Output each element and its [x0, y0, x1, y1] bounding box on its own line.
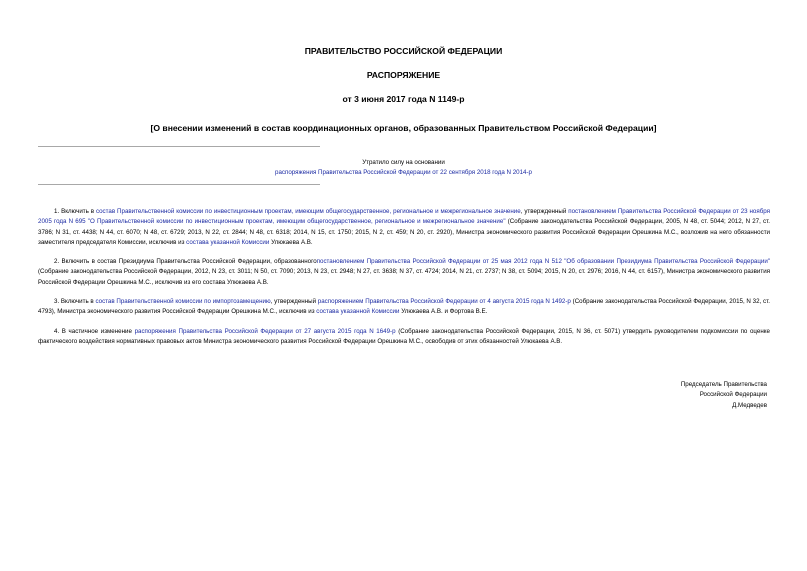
repeal-document-link[interactable]: распоряжения Правительства Российской Федерации от 22 сентября 2018 года N 2014-р — [275, 169, 532, 176]
p1-text-3: (Собрание законодательства Российской Федерации, 2005, N 48, ст. 5044; 2012, N 27, ст. 3786; N 31, ст. 4438; N 44, ст. 6070; N 48, ст. 6729; 2013, N 22, ст. 2844; N 48, ст. 6318; 2014, N 15, ст. 1750; 2015, N 2, ст. 459; N 20, ст. 2920), Министра экономического развития Российской Федерации Орешкина М.С., возложив на него обязанности заместителя председателя Комиссии, исключив из — [38, 218, 770, 246]
p1-link-commission-composition[interactable]: состав Правительственной комиссии по инвестиционным проектам, имеющим общегосударственное, региональное и межрегиональное значение — [95, 208, 521, 215]
p4-link-order-1649[interactable]: распоряжения Правительства Российской Федерации от 27 августа 2015 года N 1649-р — [134, 328, 396, 335]
p1-link-commission-members[interactable]: состава указанной Комиссии — [186, 238, 270, 246]
p1-text-1: 1. Включить в — [54, 208, 96, 215]
p2-text-2: (Собрание законодательства Российской Федерации, 2012, N 23, ст. 3011; N 50, ст. 7090; 2013, N 23, ст. 2948; N 27, ст. 3638; N 37, ст. 4724; 2014, N 21, ст. 2737; N 38, ст. 5094; 2015, N 20, ст. 2976; 2016, N 44, ст. 6157), Министра экономического развития Российской Федерации Орешкина М.С., исключив из его состава Улюкаева А.В. — [38, 268, 770, 286]
document-date-number: от 3 июня 2017 года N 1149-р — [342, 94, 465, 104]
p3-link-import-commission[interactable]: состав Правительственной комиссии по импортозамещению — [95, 298, 271, 305]
document-title: [О внесении изменений в состав координационных органов, образованных Правительством Российской Федерации] — [150, 123, 657, 133]
signatory-position: Председатель Правительства — [680, 381, 767, 388]
status-note-link-row — [0, 169, 807, 177]
p1-text-2: , утвержденный — [520, 208, 569, 215]
paragraph-2 — [38, 257, 770, 288]
issuer-heading: ПРАВИТЕЛЬСТВО РОССИЙСКОЙ ФЕДЕРАЦИИ — [304, 46, 503, 56]
paragraph-3 — [38, 297, 770, 318]
p2-link-resolution-512[interactable]: постановлением Правительства Российской Федерации от 25 мая 2012 года N 512 "Об образовании Президиума Правительства Российской Федерации" — [316, 258, 771, 265]
signatory-organization: Российской Федерации — [699, 391, 767, 399]
p4-text-2: (Собрание законодательства Российской Федерации, 2015, N 36, ст. 5071) утвердить руководителем подкомиссии по оценке фактического воздействия нормативных правовых актов Министра экономического развития Российской Федерации Орешкина М.С., освободив от этих обязанностей Улюкаева А.В. — [38, 328, 770, 346]
document-type-heading: РАСПОРЯЖЕНИЕ — [366, 70, 441, 80]
p4-text-1: 4. В частичное изменение — [54, 328, 135, 335]
p1-link-resolution-695[interactable]: постановлением Правительства Российской Федерации от 23 ноября 2005 года N 695 "О Правительственной комиссии по инвестиционным проектам, имеющим общегосударственное, региональное и межрегиональное значение" — [38, 208, 770, 226]
signature-block — [681, 380, 767, 411]
p3-text-1: 3. Включить в — [54, 298, 96, 305]
paragraph-1 — [38, 207, 770, 248]
p3-text-4: Улюкаева А.В. и Фортова В.Е. — [399, 308, 488, 316]
p3-text-2: , утвержденный — [270, 298, 318, 305]
p3-link-commission-members[interactable]: состава указанной Комиссии — [316, 308, 400, 316]
status-note-text: Утратило силу на основании — [362, 159, 445, 166]
signatory-name: Д.Медведев — [732, 401, 767, 409]
p3-text-3: (Собрание законодательства Российской Федерации, 2015, N 32, ст. 4793), Министра экономического развития Российской Федерации Орешкина М.С., исключив из — [38, 298, 770, 316]
p1-text-4: Улюкаева А.В. — [269, 238, 313, 246]
p3-link-order-1492[interactable]: распоряжением Правительства Российской Федерации от 4 августа 2015 года N 1492-р — [317, 298, 571, 305]
divider-bottom — [38, 184, 320, 185]
p2-text-1: 2. Включить в состав Президиума Правительства Российской Федерации, образованного — [54, 258, 317, 265]
divider-top — [38, 146, 320, 147]
paragraph-4 — [38, 327, 770, 348]
